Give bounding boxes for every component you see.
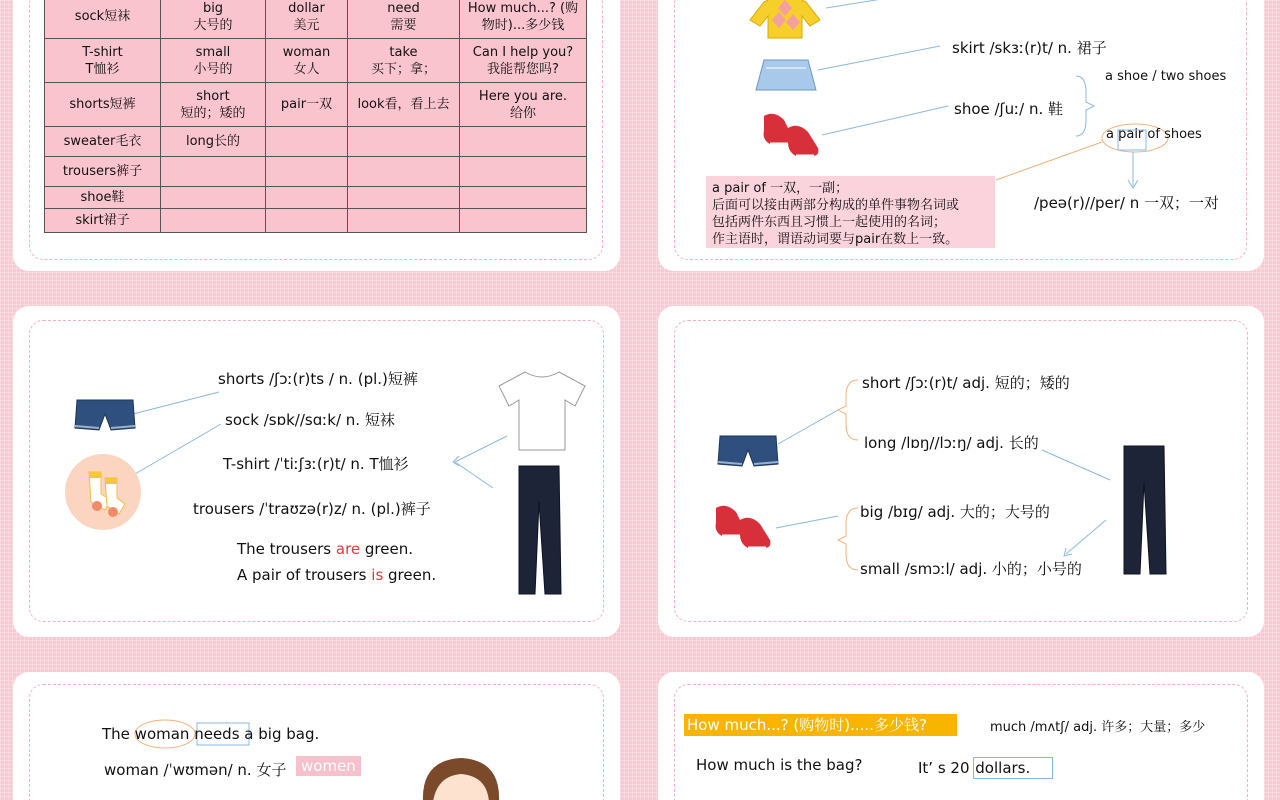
socks-image <box>65 454 141 530</box>
trousers-image <box>1118 442 1170 578</box>
table-cell <box>161 187 266 209</box>
table-cell: pair一双 <box>266 83 348 127</box>
slide-vocab-table[interactable] <box>13 0 620 271</box>
table-row <box>45 127 587 157</box>
table-cell: long长的 <box>161 127 266 157</box>
table-cell: T-shirt T恤衫 <box>45 39 161 83</box>
a-pair-of-shoes: a pair of shoes <box>1106 127 1202 142</box>
trousers-image <box>513 462 565 598</box>
table-row <box>45 157 587 187</box>
answer-sentence: It’ s 20 dollars. <box>918 759 1052 777</box>
women-plural-badge: women <box>296 756 361 776</box>
trousers-entry: trousers /ˈtraʊzə(r)z/ n. (pl.)裤子 <box>193 500 431 518</box>
short-entry: short /ʃɔː(r)t/ adj. 短的；矮的 <box>862 374 1070 392</box>
much-entry: much /mʌtʃ/ adj. 许多；大量；多少 <box>990 720 1206 735</box>
table-cell <box>266 187 348 209</box>
a-shoe-two-shoes: a shoe / two shoes <box>1105 69 1227 84</box>
table-cell: sock短袜 <box>45 0 161 39</box>
table-row <box>45 83 587 127</box>
woman-sentence: The woman needs a big bag. <box>102 725 320 743</box>
slide-adjectives[interactable] <box>658 306 1264 637</box>
how-much-highlight: How much...? (购物时).....多少钱? <box>684 714 957 736</box>
shoes-image <box>710 502 776 558</box>
table-cell <box>266 157 348 187</box>
big-entry: big /bɪɡ/ adj. 大的；大号的 <box>860 503 1050 521</box>
table-cell <box>161 209 266 233</box>
table-cell: Here you are. 给你 <box>460 83 587 127</box>
table-cell <box>161 157 266 187</box>
table-cell <box>266 209 348 233</box>
table-cell: need 需要 <box>348 0 460 39</box>
slide-woman[interactable] <box>13 672 620 800</box>
shoes-image <box>758 110 824 166</box>
skirt-entry: skirt /skɜː(r)t/ n. 裙子 <box>952 39 1107 57</box>
table-cell: dollar 美元 <box>266 0 348 39</box>
question-sentence: How much is the bag? <box>696 756 863 774</box>
table-cell <box>348 157 460 187</box>
table-cell: shorts短裤 <box>45 83 161 127</box>
table-cell <box>348 127 460 157</box>
slide-how-much[interactable] <box>658 672 1264 800</box>
sock-icon <box>65 454 141 530</box>
table-cell <box>266 127 348 157</box>
sock-entry: sock /sɒk//sɑːk/ n. 短袜 <box>225 411 395 429</box>
note-line: 后面可以接由两部分构成的单件事物名词或 <box>712 198 960 213</box>
table-row <box>45 209 587 233</box>
pair-note-box <box>706 176 995 248</box>
shorts-image <box>716 432 780 472</box>
table-row <box>45 187 587 209</box>
table-cell: sweater毛衣 <box>45 127 161 157</box>
slide-clothes-nouns[interactable] <box>13 306 620 637</box>
table-cell: small 小号的 <box>161 39 266 83</box>
table-cell: shoe鞋 <box>45 187 161 209</box>
pair-phonetic: /peə(r)//per/ n 一双；一对 <box>1034 194 1220 212</box>
note-line: 包括两件东西且习惯上一起使用的名词； <box>712 215 947 230</box>
woman-entry: woman /ˈwʊmən/ n. 女子 <box>104 761 287 779</box>
tshirt-image <box>497 368 587 452</box>
table-cell: Can I help you? 我能帮您吗? <box>460 39 587 83</box>
table-cell: skirt裙子 <box>45 209 161 233</box>
vocab-table <box>44 0 587 233</box>
note-line: 作主语时，谓语动词要与pair在数上一致。 <box>712 232 959 247</box>
table-cell <box>460 127 587 157</box>
table-cell: trousers裤子 <box>45 157 161 187</box>
table-row <box>45 39 587 83</box>
note-line: a pair of 一双，一副； <box>712 181 849 196</box>
woman-cartoon <box>417 754 507 800</box>
example-sentence-1: The trousers are green. <box>237 540 413 558</box>
table-cell <box>348 187 460 209</box>
shoe-entry: shoe /ʃuː/ n. 鞋 <box>954 100 1064 118</box>
table-cell: short 短的；矮的 <box>161 83 266 127</box>
long-entry: long /lɒŋ//lɔːŋ/ adj. 长的 <box>864 434 1039 452</box>
table-row <box>45 0 587 39</box>
table-cell <box>460 209 587 233</box>
table-cell <box>460 157 587 187</box>
sweater-image <box>746 0 824 42</box>
small-entry: small /smɔːl/ adj. 小的；小号的 <box>860 560 1082 578</box>
slide-skirt-shoe[interactable] <box>658 0 1264 271</box>
table-cell: big 大号的 <box>161 0 266 39</box>
table-cell <box>348 209 460 233</box>
table-cell <box>460 187 587 209</box>
table-cell: take 买下；拿； <box>348 39 460 83</box>
table-cell: woman 女人 <box>266 39 348 83</box>
skirt-image <box>754 56 818 96</box>
table-cell: How much...? (购 物时)...多少钱 <box>460 0 587 39</box>
example-sentence-2: A pair of trousers is green. <box>237 566 437 584</box>
slide-frame <box>674 684 1248 800</box>
shorts-entry: shorts /ʃɔː(r)ts / n. (pl.)短裤 <box>218 370 418 388</box>
shorts-image <box>73 396 137 436</box>
table-cell: look看，看上去 <box>348 83 460 127</box>
tshirt-entry: T-shirt /ˈtiːʃɜː(r)t/ n. T恤衫 <box>223 455 409 473</box>
